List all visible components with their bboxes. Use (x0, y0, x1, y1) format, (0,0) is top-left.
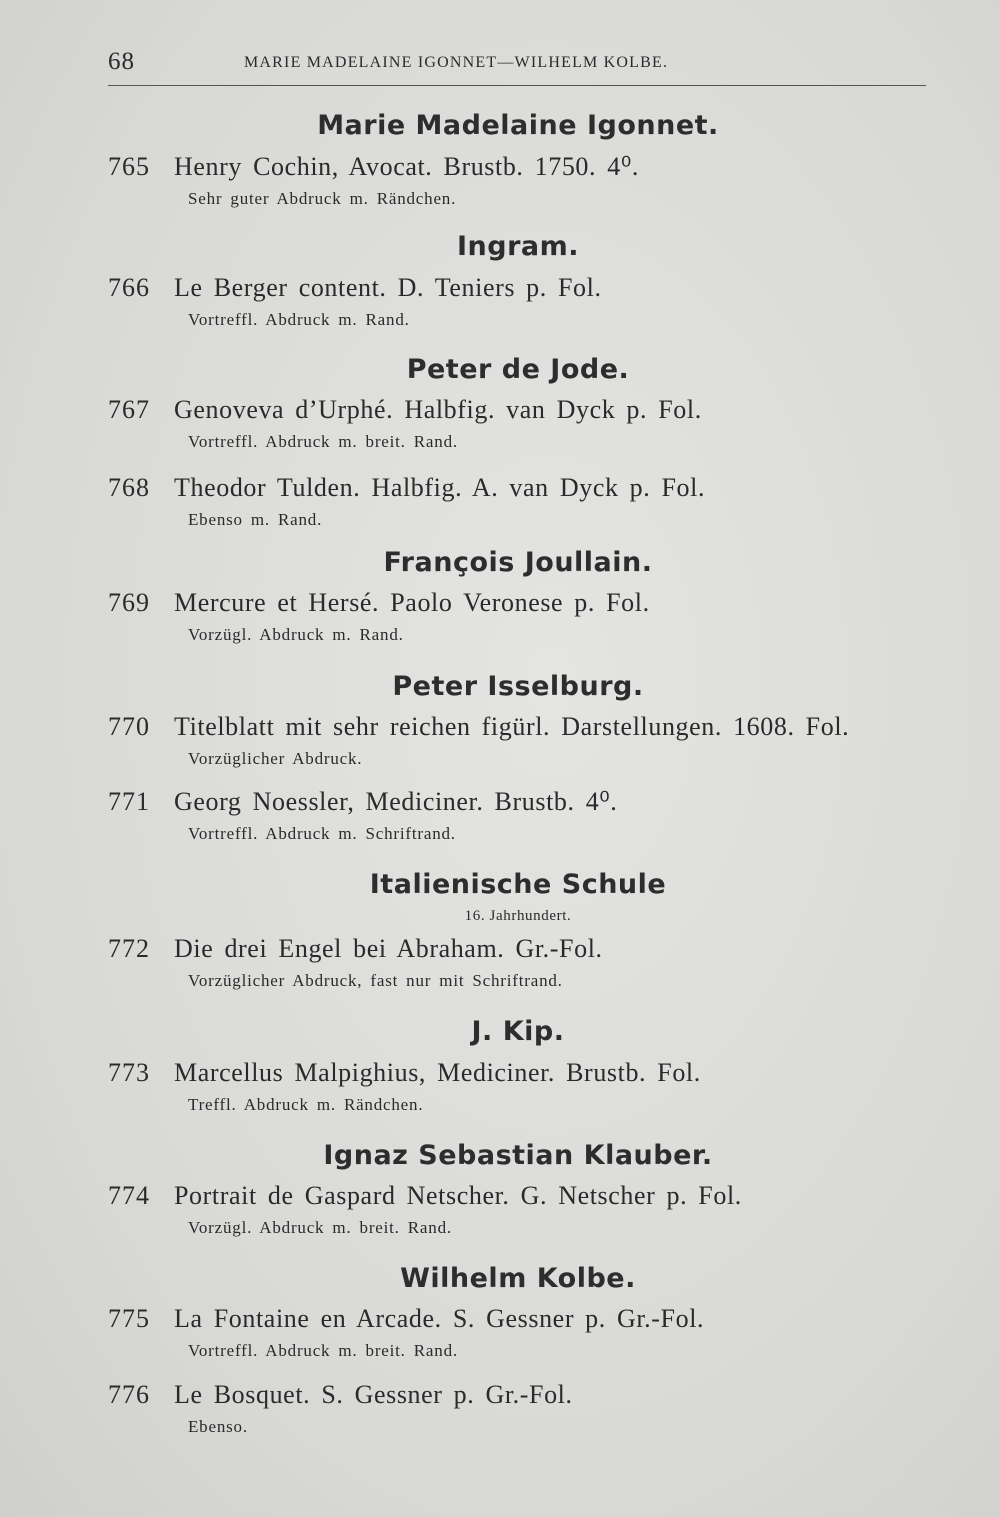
entry-number: 772 (108, 934, 150, 963)
section-subtitle: 16. Jahrhundert. (464, 908, 572, 924)
entry-note: Treffl. Abdruck m. Rändchen. (188, 1095, 424, 1114)
entry-note: Vorzügl. Abdruck m. breit. Rand. (188, 1218, 452, 1237)
entry-number: 774 (108, 1181, 150, 1210)
entry-number: 765 (108, 152, 150, 181)
entry-title: Die drei Engel bei Abraham. Gr.-Fol. (174, 934, 603, 963)
entry-note: Ebenso m. Rand. (188, 510, 323, 529)
entry-number: 776 (108, 1380, 150, 1409)
entry-title: Henry Cochin, Avocat. Brustb. 1750. 4⁰. (174, 152, 639, 181)
entry-title: Titelblatt mit sehr reichen figürl. Darstellungen. 1608. Fol. (174, 712, 850, 741)
entry-note: Vortreffl. Abdruck m. breit. Rand. (188, 432, 458, 451)
artist-heading: J. Kip. (471, 1016, 565, 1047)
entry-note: Vorzüglicher Abdruck, fast nur mit Schriftrand. (188, 971, 563, 990)
running-title: MARIE MADELAINE IGONNET—WILHELM KOLBE. (244, 54, 669, 71)
artist-heading: Wilhelm Kolbe. (400, 1263, 636, 1294)
artist-heading: Ignaz Sebastian Klauber. (323, 1140, 713, 1171)
entry-number: 767 (108, 395, 150, 424)
entry-title: Mercure et Hersé. Paolo Veronese p. Fol. (174, 588, 650, 617)
entry-title: Le Berger content. D. Teniers p. Fol. (174, 273, 602, 302)
entry-title: Genoveva d’Urphé. Halbfig. van Dyck p. Fol. (174, 395, 702, 424)
entry-note: Vorzügl. Abdruck m. Rand. (188, 625, 404, 644)
artist-heading: Peter de Jode. (406, 354, 630, 385)
artist-heading: Italienische Schule (369, 869, 667, 900)
entry-number: 769 (108, 588, 150, 617)
entry-number: 766 (108, 273, 150, 302)
page-number: 68 (108, 48, 135, 75)
entry-note: Ebenso. (188, 1417, 248, 1436)
entry-note: Sehr guter Abdruck m. Rändchen. (188, 189, 457, 208)
entry-note: Vortreffl. Abdruck m. breit. Rand. (188, 1341, 458, 1360)
page-header (108, 48, 928, 88)
entry-note: Vorzüglicher Abdruck. (188, 749, 363, 768)
entry-title: La Fontaine en Arcade. S. Gessner p. Gr.-Fol. (174, 1304, 705, 1333)
entry-title: Georg Noessler, Mediciner. Brustb. 4⁰. (174, 787, 618, 816)
artist-heading: Ingram. (456, 231, 580, 262)
entry-number: 773 (108, 1058, 150, 1087)
entry-number: 768 (108, 473, 150, 502)
entry-number: 771 (108, 787, 150, 816)
header-rule (108, 85, 926, 86)
entry-title: Marcellus Malpighius, Mediciner. Brustb. Fol. (174, 1058, 701, 1087)
entry-note: Vortreffl. Abdruck m. Schriftrand. (188, 824, 456, 843)
entry-number: 770 (108, 712, 150, 741)
entry-number: 775 (108, 1304, 150, 1333)
entry-title: Portrait de Gaspard Netscher. G. Netscher p. Fol. (174, 1181, 742, 1210)
artist-heading: Marie Madelaine Igonnet. (317, 110, 719, 141)
entry-title: Theodor Tulden. Halbfig. A. van Dyck p. Fol. (174, 473, 706, 502)
entry-title: Le Bosquet. S. Gessner p. Gr.-Fol. (174, 1380, 573, 1409)
entry-note: Vortreffl. Abdruck m. Rand. (188, 310, 410, 329)
artist-heading: Peter Isselburg. (392, 671, 644, 702)
artist-heading: François Joullain. (383, 547, 653, 578)
